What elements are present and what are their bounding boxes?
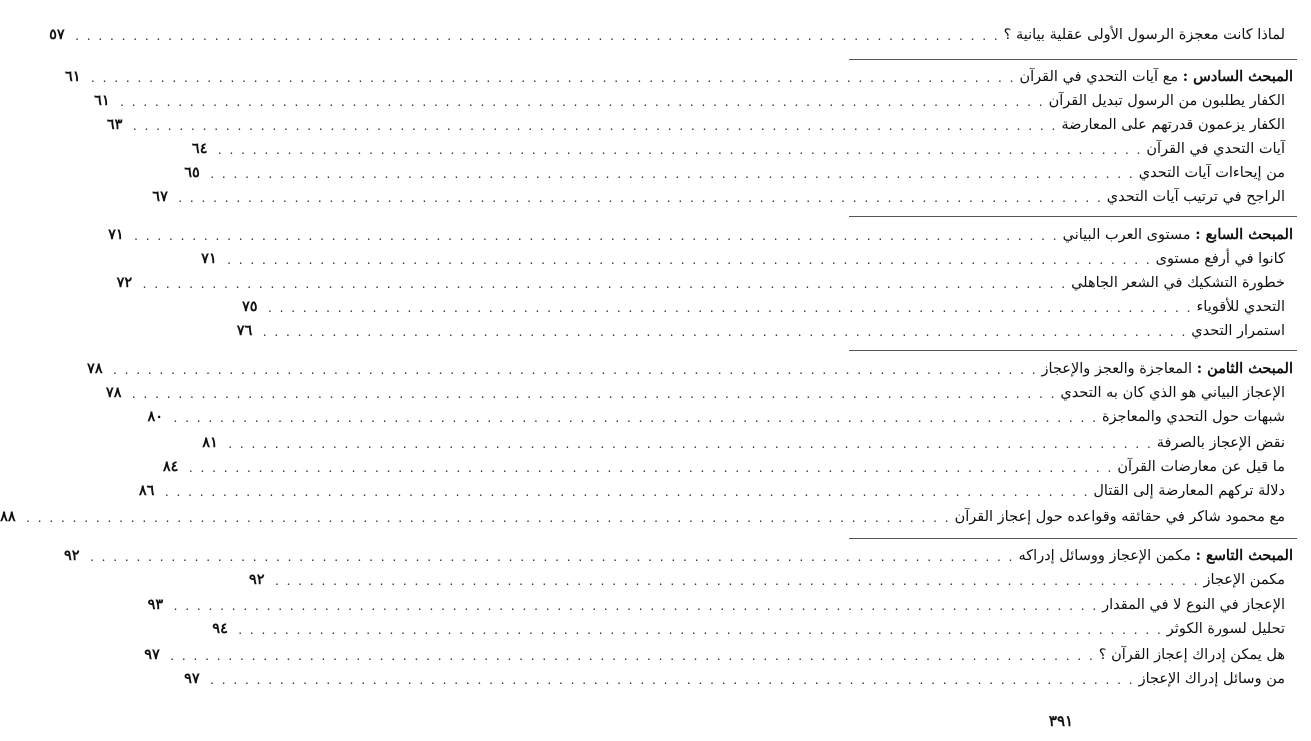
section-label: المبحث السادس : <box>1182 68 1293 85</box>
toc-entry-title <box>1061 114 1285 136</box>
toc-entry[interactable] <box>202 432 1285 454</box>
toc-entry-title <box>1042 358 1293 380</box>
dot-leader: . . . . . . . . . . . . . . . . . . . . . . . . . . . . . . . . . . . . . . . . . . . . . . . . . . . . . . . . . . . . . . . . . . . . . . . . . . . . . . . . <box>173 411 1098 425</box>
entry-text: مع آيات التحدي في القرآن <box>1019 69 1179 85</box>
entry-text: من وسائل إدراك الإعجاز <box>1138 671 1285 687</box>
section-divider <box>849 59 1297 60</box>
dot-leader: . . . . . . . . . . . . . . . . . . . . . . . . . . . . . . . . . . . . . . . . . . . . . . . . . . . . . . . . . . . . . . . . . . . . . . . . . . . . . . . . <box>262 325 1188 339</box>
toc-entry-title <box>1191 320 1285 342</box>
page-ref: ٦٣ <box>106 116 123 133</box>
entry-text: ما قيل عن معارضات القرآن <box>1117 459 1285 475</box>
dot-leader: . . . . . . . . . . . . . . . . . . . . . . . . . . . . . . . . . . . . . . . . . . . . . . . . . . . . . . . . . . . . . . . . . . . . . . . . . . . . . . . . <box>113 363 1038 377</box>
dot-leader: . . . . . . . . . . . . . . . . . . . . . . . . . . . . . . . . . . . . . . . . . . . . . . . . . . . . . . . . . . . . . . . . . . . . . . . . . . . . . . . . <box>178 191 1103 205</box>
toc-entry[interactable] <box>152 186 1285 208</box>
toc-entry[interactable] <box>147 406 1285 428</box>
toc-entry[interactable] <box>201 248 1285 270</box>
toc-entry-title <box>1099 644 1285 666</box>
dot-leader: . . . . . . . . . . . . . . . . . . . . . . . . . . . . . . . . . . . . . . . . . . . . . . . . . . . . . . . . . . . . . . . . . . . . . . . . . . . . . . . . <box>227 253 1152 267</box>
page-ref: ٩٤ <box>212 620 228 637</box>
page-ref: ٧٥ <box>241 298 258 315</box>
dot-leader: . . . . . . . . . . . . . . . . . . . . . . . . . . . . . . . . . . . . . . . . . . . . . . . . . . . . . . . . . . . . . . . . . . . . . . . . . . . . . . . . <box>89 550 1015 564</box>
page-ref: ٧١ <box>108 226 124 243</box>
dot-leader: . . . . . . . . . . . . . . . . . . . . . . . . . . . . . . . . . . . . . . . . . . . . . . . . . . . . . . . . . . . . . . . . . . . . . . . . . . . . . . . . <box>91 71 1016 85</box>
entry-text: تحليل لسورة الكوثر <box>1166 621 1285 637</box>
entry-text: مع محمود شاكر في حقائقه وقواعده حول إعجاز القرآن <box>954 509 1285 525</box>
entry-text: من إيحاءات آيات التحدي <box>1138 165 1285 181</box>
toc-entry[interactable] <box>248 569 1285 591</box>
toc-entry-title <box>1156 248 1285 270</box>
toc-entry[interactable] <box>191 138 1285 160</box>
entry-text: هل يمكن إدراك إعجاز القرآن ؟ <box>1098 647 1285 663</box>
page-ref: ٨١ <box>202 434 218 451</box>
dot-leader: . . . . . . . . . . . . . . . . . . . . . . . . . . . . . . . . . . . . . . . . . . . . . . . . . . . . . . . . . . . . . . . . . . . . . . . . . . . . . . . . <box>210 167 1135 181</box>
toc-entry-title <box>1196 296 1285 318</box>
toc-section-heading[interactable] <box>87 358 1293 380</box>
toc-entry-title <box>1139 668 1285 690</box>
section-divider <box>849 538 1297 539</box>
page-ref: ٦١ <box>65 68 81 85</box>
toc-section-heading[interactable] <box>63 545 1293 567</box>
page-ref: ٨٦ <box>138 482 155 499</box>
toc-entry[interactable] <box>105 382 1285 404</box>
page-ref: ٨٠ <box>147 408 164 425</box>
page-ref: ٧٨ <box>87 360 103 377</box>
entry-text: دلالة تركهم المعارضة إلى القتال <box>1093 483 1285 499</box>
entry-text: استمرار التحدي <box>1191 323 1285 339</box>
toc-entry[interactable] <box>162 456 1285 478</box>
toc-entry[interactable] <box>116 272 1285 294</box>
entry-text: كانوا في أرفع مستوى <box>1155 251 1285 267</box>
toc-entry[interactable] <box>49 24 1285 46</box>
page-ref: ٦٤ <box>191 140 208 157</box>
toc-section-heading[interactable] <box>108 224 1293 246</box>
toc-entry[interactable] <box>0 506 1285 528</box>
dot-leader: . . . . . . . . . . . . . . . . . . . . . . . . . . . . . . . . . . . . . . . . . . . . . . . . . . . . . . . . . . . . . . . . . . . . . . . . . . . . . . . . <box>267 301 1193 315</box>
toc-entry-title <box>1102 406 1285 428</box>
toc-entry-title <box>1102 594 1285 616</box>
entry-text: المعاجزة والعجز والإعجاز <box>1041 361 1193 377</box>
page-number: ٣٩١ <box>1048 712 1074 730</box>
toc-entry[interactable] <box>184 668 1285 690</box>
section-divider <box>849 216 1297 217</box>
toc-entry[interactable] <box>106 114 1285 136</box>
page-ref: ٩٢ <box>63 547 80 564</box>
entry-text: الإعجاز في النوع لا في المقدار <box>1102 597 1285 613</box>
toc-entry-title <box>1139 162 1285 184</box>
section-label: المبحث السابع : <box>1195 226 1293 243</box>
toc-entry-title <box>1063 224 1293 246</box>
page-ref: ٨٤ <box>162 458 179 475</box>
dot-leader: . . . . . . . . . . . . . . . . . . . . . . . . . . . . . . . . . . . . . . . . . . . . . . . . . . . . . . . . . . . . . . . . . . . . . . . . . . . . . . . . <box>134 229 1059 243</box>
toc-entry[interactable] <box>212 618 1285 640</box>
page-ref: ٩٧ <box>144 646 160 663</box>
dot-leader: . . . . . . . . . . . . . . . . . . . . . . . . . . . . . . . . . . . . . . . . . . . . . . . . . . . . . . . . . . . . . . . . . . . . . . . . . . . . . . . . <box>131 387 1057 401</box>
toc-entry-title <box>1018 545 1293 567</box>
section-label: المبحث التاسع : <box>1195 547 1293 564</box>
toc-entry-title <box>955 506 1285 528</box>
page-ref: ٥٧ <box>49 26 65 43</box>
toc-entry-title <box>1107 186 1285 208</box>
page-ref: ٧٨ <box>105 384 122 401</box>
page-ref: ٦١ <box>94 92 110 109</box>
toc-entry-title <box>1049 90 1285 112</box>
toc-entry-title <box>1020 66 1294 88</box>
entry-text: شبهات حول التحدي والمعاجزة <box>1101 409 1285 425</box>
toc-entry[interactable] <box>144 644 1285 666</box>
dot-leader: . . . . . . . . . . . . . . . . . . . . . . . . . . . . . . . . . . . . . . . . . . . . . . . . . . . . . . . . . . . . . . . . . . . . . . . . . . . . . . . . <box>238 623 1163 637</box>
entry-text: الكفار يزعمون قدرتهم على المعارضة <box>1061 117 1285 133</box>
dot-leader: . . . . . . . . . . . . . . . . . . . . . . . . . . . . . . . . . . . . . . . . . . . . . . . . . . . . . . . . . . . . . . . . . . . . . . . . . . . . . . . . <box>164 485 1090 499</box>
page-ref: ٧٢ <box>116 274 133 291</box>
toc-entry[interactable] <box>94 90 1285 112</box>
toc-entry-title <box>1146 138 1285 160</box>
entry-text: مكمن الإعجاز ووسائل إدراكه <box>1018 548 1192 564</box>
dot-leader: . . . . . . . . . . . . . . . . . . . . . . . . . . . . . . . . . . . . . . . . . . . . . . . . . . . . . . . . . . . . . . . . . . . . . . . . . . . . . . . . <box>170 649 1095 663</box>
toc-entry-title <box>1071 272 1285 294</box>
entry-text: آيات التحدي في القرآن <box>1146 141 1285 157</box>
toc-entry[interactable] <box>236 320 1285 342</box>
dot-leader: . . . . . . . . . . . . . . . . . . . . . . . . . . . . . . . . . . . . . . . . . . . . . . . . . . . . . . . . . . . . . . . . . . . . . . . . . . . . . . . . <box>188 461 1114 475</box>
toc-entry-title <box>1167 618 1285 640</box>
toc-section-heading[interactable] <box>65 66 1293 88</box>
dot-leader: . . . . . . . . . . . . . . . . . . . . . . . . . . . . . . . . . . . . . . . . . . . . . . . . . . . . . . . . . . . . . . . . . . . . . . . . . . . . . . . . <box>75 29 1000 43</box>
entry-text: نقض الإعجاز بالصرفة <box>1156 435 1285 451</box>
toc-entry[interactable] <box>147 594 1285 616</box>
toc-entry[interactable] <box>184 162 1285 184</box>
dot-leader: . . . . . . . . . . . . . . . . . . . . . . . . . . . . . . . . . . . . . . . . . . . . . . . . . . . . . . . . . . . . . . . . . . . . . . . . . . . . . . . . <box>132 119 1058 133</box>
entry-text: التحدي للأقوياء <box>1196 299 1285 315</box>
entry-text: خطورة التشكيك في الشعر الجاهلي <box>1071 275 1285 291</box>
section-divider <box>849 350 1297 351</box>
toc-entry-title <box>1157 432 1285 454</box>
page-ref: ٧٦ <box>236 322 253 339</box>
page-ref: ٦٧ <box>152 188 168 205</box>
entry-text: الراجح في ترتيب آيات التحدي <box>1106 189 1285 205</box>
entry-text: الكفار يطلبون من الرسول تبديل القرآن <box>1048 93 1285 109</box>
dot-leader: . . . . . . . . . . . . . . . . . . . . . . . . . . . . . . . . . . . . . . . . . . . . . . . . . . . . . . . . . . . . . . . . . . . . . . . . . . . . . . . . <box>142 277 1068 291</box>
page-ref: ٧١ <box>201 250 217 267</box>
dot-leader: . . . . . . . . . . . . . . . . . . . . . . . . . . . . . . . . . . . . . . . . . . . . . . . . . . . . . . . . . . . . . . . . . . . . . . . . . . . . . . . . <box>120 95 1045 109</box>
toc-entry-title <box>1203 569 1285 591</box>
toc-entry-title <box>1004 24 1285 46</box>
toc-entry[interactable] <box>241 296 1285 318</box>
section-label: المبحث الثامن : <box>1196 360 1293 377</box>
toc-entry[interactable] <box>138 480 1285 502</box>
toc-entry-title <box>1117 456 1285 478</box>
toc-entry-title <box>1093 480 1285 502</box>
entry-text: مكمن الإعجاز <box>1203 572 1285 588</box>
dot-leader: . . . . . . . . . . . . . . . . . . . . . . . . . . . . . . . . . . . . . . . . . . . . . . . . . . . . . . . . . . . . . . . . . . . . . . . . . . . . . . . . <box>173 599 1099 613</box>
page-ref: ٩٧ <box>184 670 200 687</box>
dot-leader: . . . . . . . . . . . . . . . . . . . . . . . . . . . . . . . . . . . . . . . . . . . . . . . . . . . . . . . . . . . . . . . . . . . . . . . . . . . . . . . . <box>217 143 1143 157</box>
page-ref: ٨٨ <box>0 508 16 525</box>
toc-entry-title <box>1060 382 1285 404</box>
dot-leader: . . . . . . . . . . . . . . . . . . . . . . . . . . . . . . . . . . . . . . . . . . . . . . . . . . . . . . . . . . . . . . . . . . . . . . . . . . . . . . . . <box>26 511 951 525</box>
page-ref: ٩٣ <box>147 596 164 613</box>
page-ref: ٦٥ <box>184 164 200 181</box>
dot-leader: . . . . . . . . . . . . . . . . . . . . . . . . . . . . . . . . . . . . . . . . . . . . . . . . . . . . . . . . . . . . . . . . . . . . . . . . . . . . . . . . <box>274 574 1200 588</box>
entry-text: مستوى العرب البياني <box>1062 227 1191 243</box>
dot-leader: . . . . . . . . . . . . . . . . . . . . . . . . . . . . . . . . . . . . . . . . . . . . . . . . . . . . . . . . . . . . . . . . . . . . . . . . . . . . . . . . <box>228 437 1153 451</box>
page-ref: ٩٢ <box>248 571 265 588</box>
dot-leader: . . . . . . . . . . . . . . . . . . . . . . . . . . . . . . . . . . . . . . . . . . . . . . . . . . . . . . . . . . . . . . . . . . . . . . . . . . . . . . . . <box>210 673 1135 687</box>
entry-text: لماذا كانت معجزة الرسول الأولى عقلية بيانية ؟ <box>1003 27 1285 43</box>
entry-text: الإعجاز البياني هو الذي كان به التحدي <box>1060 385 1285 401</box>
